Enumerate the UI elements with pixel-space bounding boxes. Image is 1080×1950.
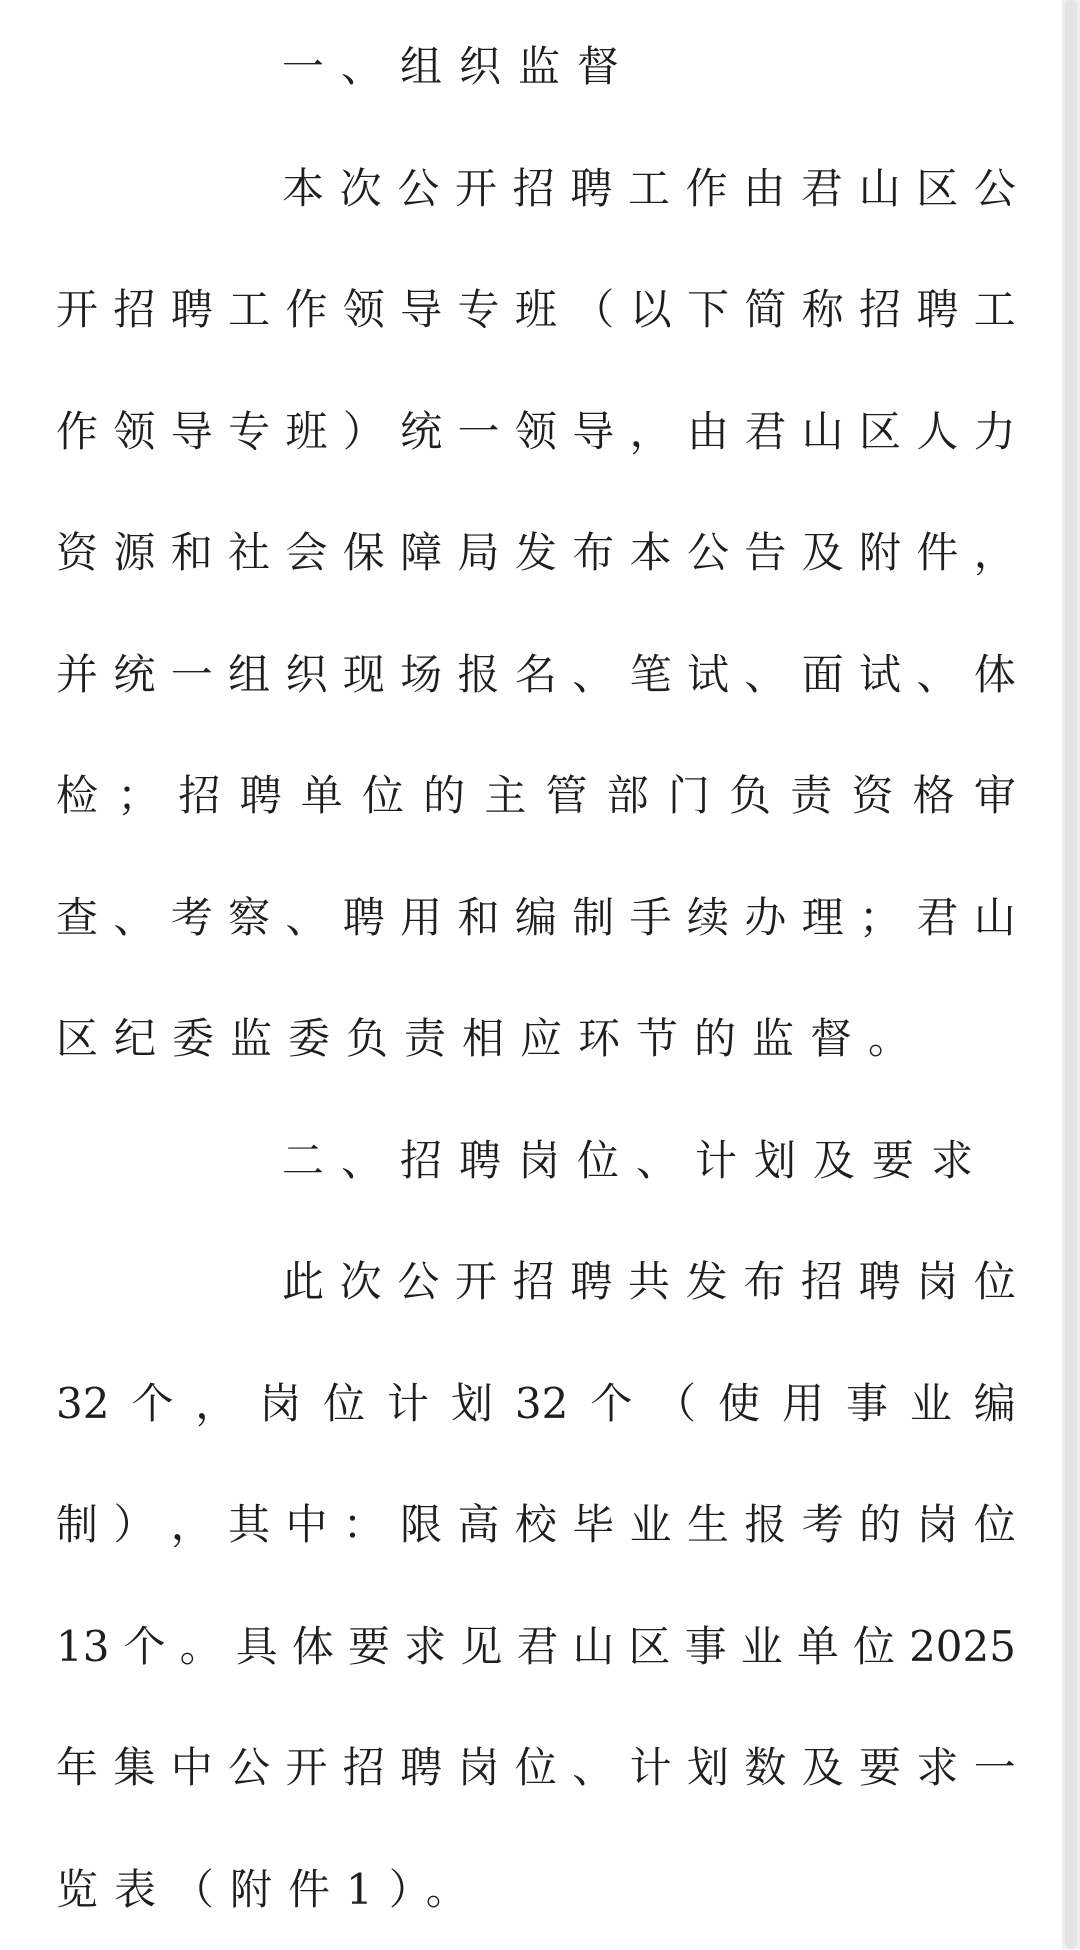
- scrollbar[interactable]: [1062, 0, 1080, 1949]
- section-heading: 二、招聘岗位、计划及要求: [56, 1100, 1016, 1222]
- paragraph-line: 作 领 导 专 班 ） 统 一 领 导 ， 由 君 山 区 人 力: [56, 371, 1016, 493]
- paragraph-line: 制 ） ， 其 中 ： 限 高 校 毕 业 生 报 考 的 岗 位: [56, 1464, 1016, 1586]
- paragraph-line: 13 个 。 具 体 要 求 见 君 山 区 事 业 单 位 2025: [56, 1586, 1016, 1708]
- paragraph-line: 年 集 中 公 开 招 聘 岗 位 、 计 划 数 及 要 求 一: [56, 1707, 1016, 1829]
- section-heading: 一、组织监督: [56, 6, 1016, 128]
- scrollbar-thumb[interactable]: [1065, 0, 1077, 1949]
- document-body: [56, 6, 1016, 1950]
- paragraph-line: 检 ； 招 聘 单 位 的 主 管 部 门 负 责 资 格 审: [56, 735, 1016, 857]
- paragraph-line: 区纪委监委负责相应环节的监督。: [56, 978, 1016, 1100]
- paragraph-line: 并 统 一 组 织 现 场 报 名 、 笔 试 、 面 试 、 体: [56, 614, 1016, 736]
- paragraph-line: 本 次 公 开 招 聘 工 作 由 君 山 区 公: [56, 128, 1016, 250]
- paragraph-line: 览表（附件1）。: [56, 1829, 1016, 1950]
- paragraph-line: 此 次 公 开 招 聘 共 发 布 招 聘 岗 位: [56, 1221, 1016, 1343]
- paragraph-line: 资 源 和 社 会 保 障 局 发 布 本 公 告 及 附 件 ，: [56, 492, 1016, 614]
- paragraph-line: 开 招 聘 工 作 领 导 专 班 （ 以 下 简 称 招 聘 工: [56, 249, 1016, 371]
- paragraph-line: 查 、 考 察 、 聘 用 和 编 制 手 续 办 理 ； 君 山: [56, 857, 1016, 979]
- paragraph-line: 32 个 ， 岗 位 计 划 32 个 （ 使 用 事 业 编: [56, 1343, 1016, 1465]
